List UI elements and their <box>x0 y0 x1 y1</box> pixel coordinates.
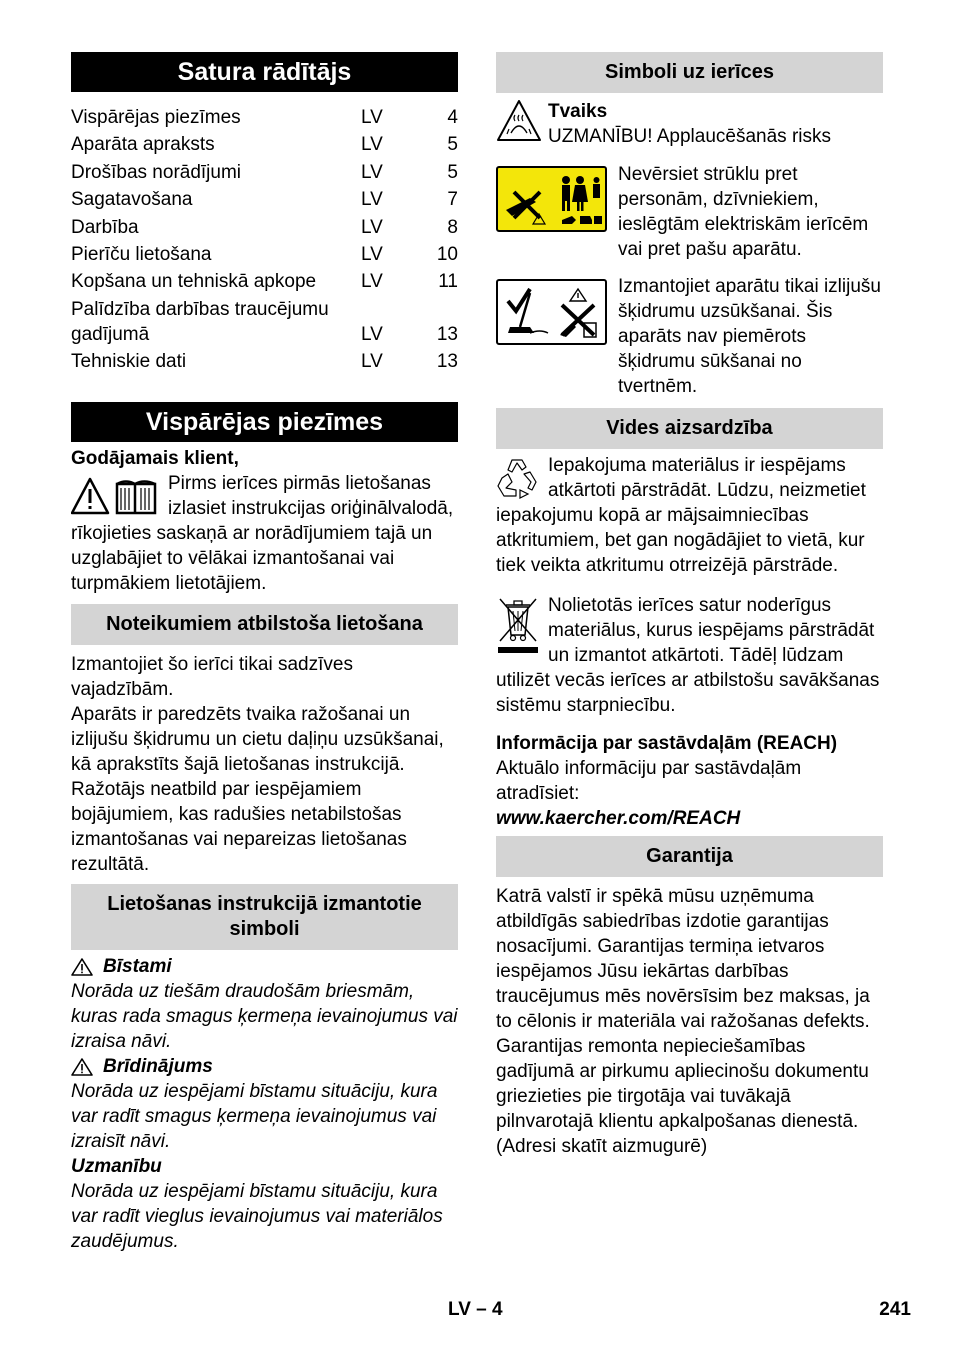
warranty-title: Garantija <box>496 836 883 877</box>
toc-entry-page: 8 <box>447 216 458 238</box>
general-intro <box>71 471 458 596</box>
toc-entry-title: Darbība <box>71 216 139 238</box>
jet-text: Nevērsiet strūklu pret personām, dzīvniekiem, ieslēgtām elektriskām ierīcēm vai pret pašu aparātu. <box>618 164 869 260</box>
environment-title: Vides aizsardzība <box>496 408 883 449</box>
general-intro-text: Pirms ierīces pirmās lietošanas izlasiet instrukcijas oriģinālvalodā, rīkojieties saskaņā ar norādījumiem tajā un uzglabājiet to vēlākai izmantošanai vai turpmākiem lietotājiem. <box>71 473 454 595</box>
greeting: Godājamais klient, <box>71 448 239 470</box>
floor-suction-only-icon <box>500 283 604 341</box>
toc-entry[interactable] <box>71 132 458 157</box>
toc-entry[interactable] <box>71 215 458 240</box>
toc-entry-title: Pierīču lietošana <box>71 243 212 265</box>
liquid-suction-pictogram <box>496 279 607 345</box>
toc-entry-lang: LV <box>361 271 383 293</box>
warning-text: Norāda uz iespējami bīstamu situāciju, kura var radīt smagus ķermeņa ievainojumus vai izraisīt nāvi. <box>71 1081 438 1153</box>
toc-entry-page: 13 <box>436 351 458 373</box>
right-column <box>496 52 883 1159</box>
caution-label: Uzmanību <box>71 1156 162 1178</box>
devices-paragraph <box>496 593 883 718</box>
devices-text: Nolietotās ierīces satur noderīgus materiālus, kurus iespējams pārstrādāt un izmantot atkārtoti. Tādēļ lūdzam utilizēt vecās ierīces ar atbilstošu savākšanas sistēmu starpniecību. <box>496 595 880 716</box>
read-manual-icon <box>71 472 164 522</box>
left-column <box>71 52 458 1254</box>
liquid-symbol-block <box>496 274 883 399</box>
steam-label: Tvaiks <box>548 101 608 122</box>
toc-entry[interactable] <box>71 349 458 374</box>
toc-entry-page: 5 <box>447 161 458 183</box>
danger-heading <box>71 954 458 979</box>
toc-entry[interactable] <box>71 160 458 185</box>
packaging-text: Iepakojuma materiālus ir iespējams atkārtoti pārstrādāt. Lūdzu, neizmetiet iepakojumu kopā ar mājsaimniecības atkritumiem, bet gan nogādājiet to vietā, kur tiek veikta atkritumu otrreizējā pārstrāde. <box>496 455 866 576</box>
intended-use-title: Noteikumiem atbilstoša lietošana <box>71 604 458 645</box>
hot-steam-warning-icon <box>496 99 542 143</box>
toc-entry-page: 5 <box>447 134 458 156</box>
toc-entry[interactable] <box>71 297 458 347</box>
steam-symbol-block <box>496 99 883 149</box>
warning-heading <box>71 1054 458 1079</box>
toc-entry[interactable] <box>71 269 458 294</box>
warning-label: Brīdinājums <box>103 1056 213 1078</box>
toc-entry-lang: LV <box>361 189 383 211</box>
liquid-text: Izmantojiet aparātu tikai izlijušu šķidrumu uzsūkšanai. Šis aparāts nav piemērots šķidrumu sūkšanai no tvertnēm. <box>618 276 881 397</box>
intended-use-p2: Aparāts ir paredzēts tvaika ražošanai un izlijušu šķidrumu un cietu daļiņu uzsūkšanai, kā aprakstīts šajā lietošanas instrukcijā. Ražotājs neatbild par iespējamiem bojājumiem, kas radušies netabilstošas izmantošanas vai nepareizas lietošanas rezultātā. <box>71 704 444 876</box>
toc-entry-title: Kopšana un tehniskā apkope <box>71 271 317 293</box>
general-title: Vispārējas piezīmes <box>71 402 458 442</box>
no-spray-people-animals-icon <box>500 170 604 228</box>
toc-entry-page: 7 <box>447 189 458 211</box>
footer-page-number: 241 <box>879 1299 911 1320</box>
steam-text: UZMANĪBU! Applaucēšanās risks <box>548 126 831 147</box>
caution-text: Norāda uz iespējami bīstamu situāciju, kura var radīt vieglus ievainojumus vai materiālos zaudējumus. <box>71 1181 443 1253</box>
footer-section: LV – 4 <box>448 1299 503 1320</box>
toc-entry-page: 10 <box>436 243 458 265</box>
crossed-bin-icon <box>496 593 546 667</box>
toc-entry-lang: LV <box>361 161 383 183</box>
symbols-manual-title: Lietošanas instrukcijā izmantotie simboli <box>71 884 458 950</box>
toc-entry-title: Aparāta apraksts <box>71 134 215 156</box>
toc-entry-title: Drošības norādījumi <box>71 161 242 183</box>
reach-link[interactable]: www.kaercher.com/REACH <box>496 808 741 829</box>
packaging-paragraph <box>496 453 883 578</box>
no-jet-pictogram <box>496 166 607 232</box>
toc-entry-lang: LV <box>361 351 383 373</box>
toc-entry-lang: LV <box>361 216 383 238</box>
reach-text: Aktuālo informāciju par sastāvdaļām atradīsiet: <box>496 758 802 804</box>
toc-entry-title: Tehniskie dati <box>71 351 187 373</box>
toc-list <box>71 105 458 374</box>
toc-title: Satura rādītājs <box>71 52 458 92</box>
toc-entry[interactable] <box>71 242 458 267</box>
intended-use-p1: Izmantojiet šo ierīci tikai sadzīves vajadzībām. <box>71 654 353 701</box>
toc-entry-page: 13 <box>436 323 458 345</box>
danger-label: Bīstami <box>103 956 172 978</box>
toc-entry[interactable] <box>71 187 458 212</box>
toc-entry-title: Sagatavošana <box>71 189 193 211</box>
toc-entry-lang: LV <box>361 243 383 265</box>
recycling-icon <box>496 453 546 503</box>
toc-entry[interactable] <box>71 105 458 130</box>
warning-triangle-icon <box>71 1058 93 1076</box>
toc-entry-title: Vispārējas piezīmes <box>71 107 241 128</box>
jet-symbol-block <box>496 162 883 262</box>
warranty-text: Katrā valstī ir spēkā mūsu uzņēmuma atbildīgās sabiedrības izdotie garantijas nosacījumi. Garantijas termiņa ietvaros iespējamos Jūsu iekārtas darbības traucējumus mēs novērsīsim bez maksas, ja to cēlonis ir materiāla vai ražošanas defekts. Garantijas remonta nepieciešamības gadījumā ar pirkumu apliecinošu dokumentu griezieties pie tirgotāja vai tuvākajā pilnvarotajā klientu apkalpošanas dienestā. (Adresi skatīt aizmugurē) <box>496 886 870 1157</box>
toc-entry-page: 4 <box>447 107 458 128</box>
danger-text: Norāda uz tiešām draudošām briesmām, kuras rada smagus ķermeņa ievainojumus vai izraisa nāvi. <box>71 981 458 1053</box>
toc-entry-title: Palīdzība darbības traucējumu gadījumā <box>71 298 329 345</box>
toc-entry-page: 11 <box>438 271 458 293</box>
reach-title: Informācija par sastāvdaļām (REACH) <box>496 733 838 754</box>
symbols-device-title: Simboli uz ierīces <box>496 52 883 93</box>
toc-entry-lang: LV <box>361 107 383 128</box>
warning-triangle-icon <box>71 958 93 976</box>
toc-entry-lang: LV <box>361 323 383 345</box>
toc-entry-lang: LV <box>361 134 383 156</box>
